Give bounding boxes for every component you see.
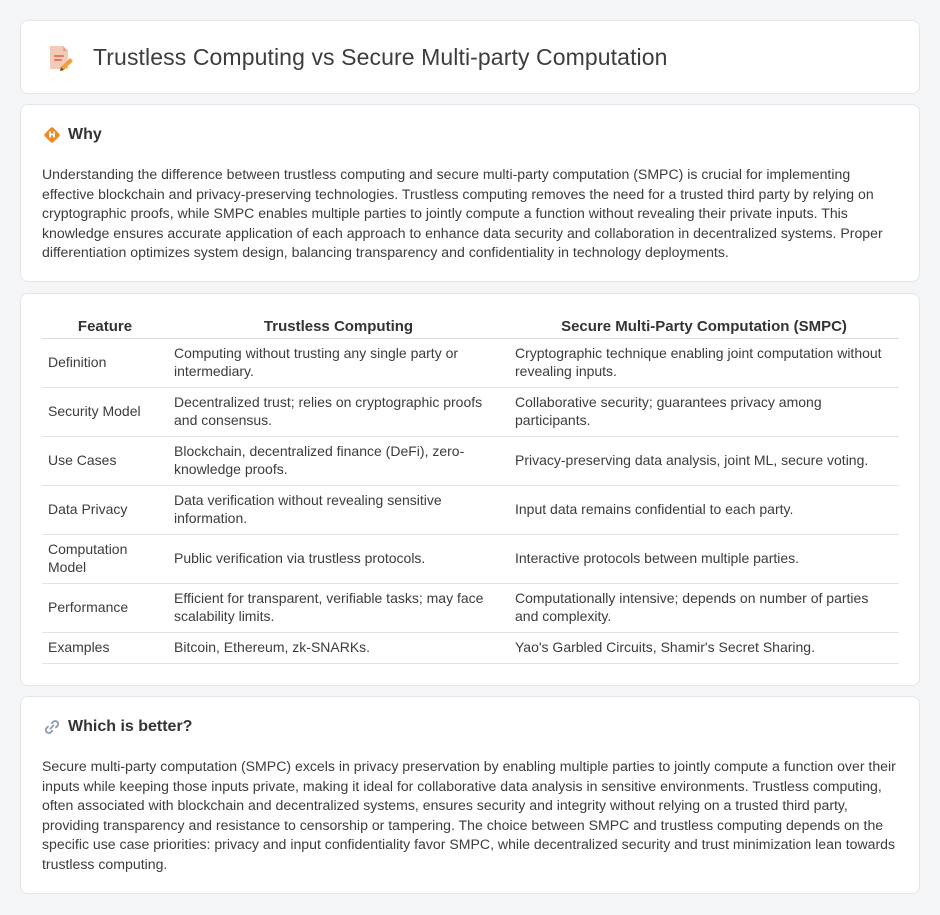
feature-cell: Examples — [42, 632, 168, 663]
trustless-cell: Decentralized trust; relies on cryptographic proofs and consensus. — [168, 387, 509, 436]
comparison-table — [42, 316, 899, 664]
smpc-cell: Privacy-preserving data analysis, joint ML, secure voting. — [509, 436, 899, 485]
better-heading: Which is better? — [68, 718, 193, 735]
better-heading-row — [43, 718, 192, 736]
table-header-row — [42, 316, 899, 338]
table-row — [42, 485, 899, 534]
feature-cell: Security Model — [42, 387, 168, 436]
smpc-cell: Yao's Garbled Circuits, Shamir's Secret Sharing. — [509, 632, 899, 663]
better-text: Secure multi-party computation (SMPC) excels in privacy preservation by enabling multiple parties to jointly compute a function over their inputs while keeping those inputs private, making it ideal for collaborative data analysis in sensitive environments. Trustless computing, often associated with blockchain and decentralized systems, ensures security and integrity without relying on a trusted third party, providing transparency and resistance to censorship or tampering. The choice between SMPC and trustless computing depends on the specific use case priorities: privacy and input confidentiality favor SMPC, while decentralized security and trust minimization lean towards trustless computing. — [42, 758, 896, 872]
feature-cell: Use Cases — [42, 436, 168, 485]
feature-cell: Computation Model — [42, 534, 168, 583]
column-header: Trustless Computing — [168, 316, 509, 338]
column-header: Feature — [42, 316, 168, 338]
why-text: Understanding the difference between trustless computing and secure multi-party computation (SMPC) is crucial for implementing effective blockchain and privacy-preserving technologies. Trustless computing removes the need for a trusted third party by relying on cryptographic proofs, while SMPC enables multiple parties to jointly compute a function without revealing their private inputs. This knowledge ensures accurate application of each approach to enhance data security and collaboration in decentralized systems. Proper differentiation optimizes system design, balancing transparency and confidentiality in technology deployments. — [42, 166, 883, 261]
document-edit-icon — [47, 43, 73, 71]
title-row — [47, 43, 668, 71]
smpc-cell: Input data remains confidential to each party. — [509, 485, 899, 534]
which-is-better-section — [20, 696, 920, 894]
table-row — [42, 338, 899, 387]
smpc-cell: Interactive protocols between multiple parties. — [509, 534, 899, 583]
feature-cell: Definition — [42, 338, 168, 387]
trustless-cell: Bitcoin, Ethereum, zk-SNARKs. — [168, 632, 509, 663]
table-row — [42, 583, 899, 632]
table-row — [42, 387, 899, 436]
smpc-cell: Cryptographic technique enabling joint computation without revealing inputs. — [509, 338, 899, 387]
table-row — [42, 436, 899, 485]
trustless-cell: Blockchain, decentralized finance (DeFi), zero-knowledge proofs. — [168, 436, 509, 485]
smpc-cell: Computationally intensive; depends on number of parties and complexity. — [509, 583, 899, 632]
title-card — [20, 20, 920, 94]
diamond-warning-icon — [43, 126, 61, 144]
comparison-section — [20, 293, 920, 686]
feature-cell: Data Privacy — [42, 485, 168, 534]
smpc-cell: Collaborative security; guarantees privacy among participants. — [509, 387, 899, 436]
why-section — [20, 104, 920, 282]
trustless-cell: Computing without trusting any single party or intermediary. — [168, 338, 509, 387]
feature-cell: Performance — [42, 583, 168, 632]
trustless-cell: Public verification via trustless protocols. — [168, 534, 509, 583]
table-row — [42, 632, 899, 663]
why-heading: Why — [68, 126, 102, 143]
why-heading-row — [43, 126, 102, 144]
table-row — [42, 534, 899, 583]
page-title: Trustless Computing vs Secure Multi-party Computation — [93, 43, 668, 70]
trustless-cell: Data verification without revealing sensitive information. — [168, 485, 509, 534]
column-header: Secure Multi-Party Computation (SMPC) — [509, 316, 899, 338]
trustless-cell: Efficient for transparent, verifiable tasks; may face scalability limits. — [168, 583, 509, 632]
link-icon — [43, 718, 61, 736]
